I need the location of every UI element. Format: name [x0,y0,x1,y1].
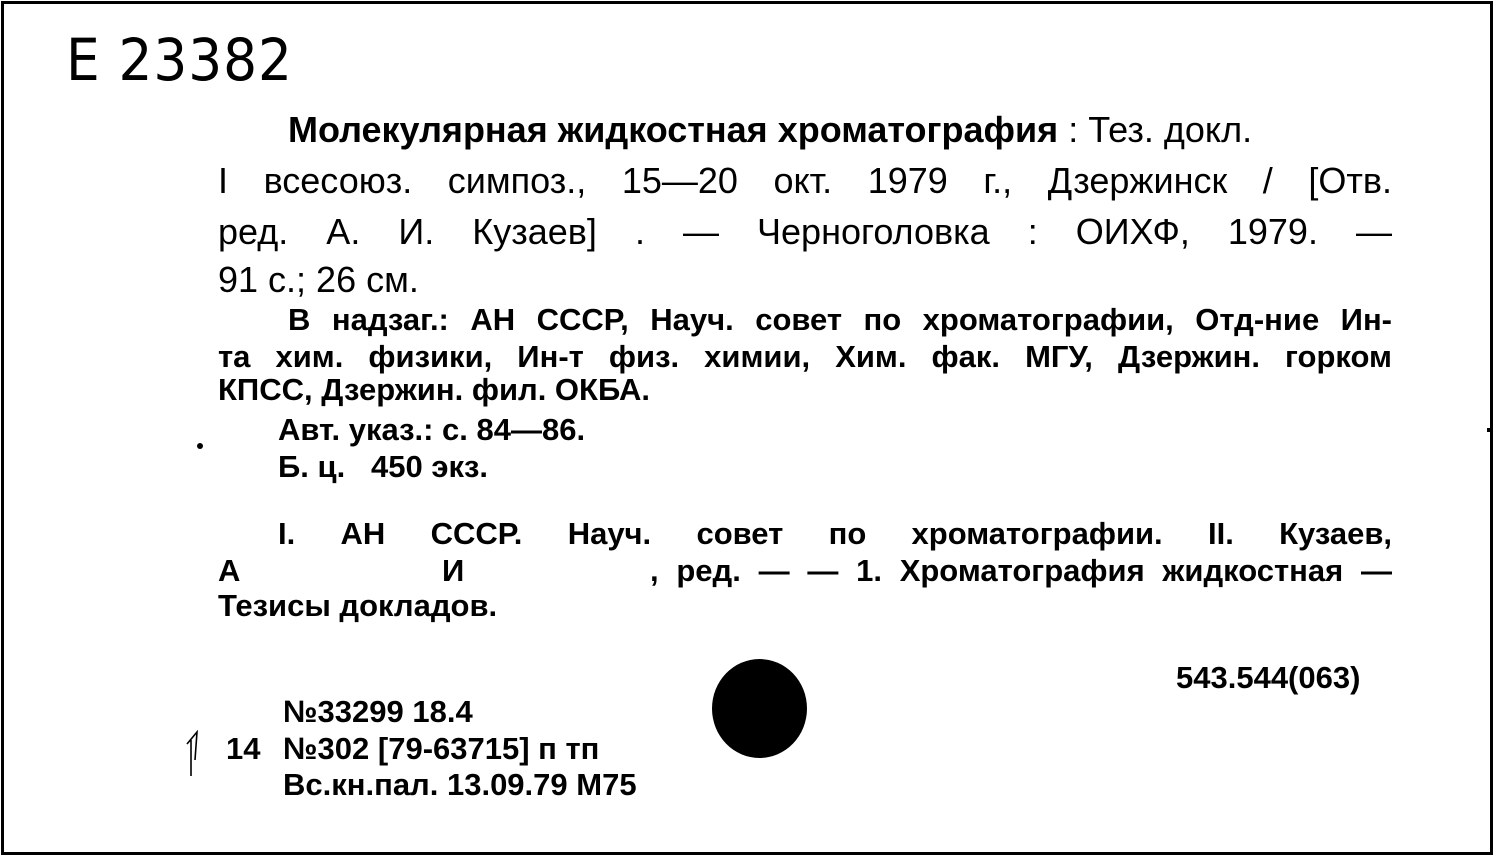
tracing-line-3: Тезисы докладов. [218,588,498,623]
note-line-1: В надзаг.: АН СССР, Науч. совет по хроматографии, Отд-ние Ин- [288,302,1392,337]
note-line-2: та хим. физики, Ин-т физ. химии, Хим. фак. МГУ, Дзержин. горком [218,339,1392,374]
print-line-3: Вс.кн.пал. 13.09.79 М75 [283,767,637,802]
ink-dot [197,443,203,449]
title-line-4: 91 с.; 26 см. [218,259,419,300]
edge-mark [1487,428,1491,432]
pencil-mark-icon [183,730,205,778]
punch-hole [712,659,807,758]
note-line-3: КПСС, Дзержин. фил. ОКБА. [218,372,651,407]
inventory-number: E 23382 [66,26,293,94]
title-bold: Молекулярная жидкостная хроматография [288,109,1059,150]
tracing-line-2-b: И [442,553,465,588]
print-line-2-prefix: 14 [226,731,261,766]
udc-code: 543.544(063) [1176,660,1361,695]
title-line-2: I всесоюз. симпоз., 15—20 окт. 1979 г., Дзержинск / [Отв. [218,160,1392,201]
print-line-2: №302 [79-63715] п тп [283,731,600,766]
title-line-1-rest: : Тез. докл. [1058,109,1253,150]
tracing-line-1: I. АН СССР. Науч. совет по хроматографии. II. Кузаев, [278,516,1392,551]
authors-index: Авт. указ.: с. 84—86. [278,412,586,447]
tracing-line-2-a: А [218,553,241,588]
title-line-1 [288,109,1392,150]
tracing-line-2-c: , ред. — — 1. Хроматография жидкостная — [650,553,1392,588]
print-line-1: №33299 18.4 [283,694,473,729]
title-line-3: ред. А. И. Кузаев] . — Черноголовка : ОИХФ, 1979. — [218,211,1392,252]
price-line: Б. ц. 450 экз. [278,449,489,484]
